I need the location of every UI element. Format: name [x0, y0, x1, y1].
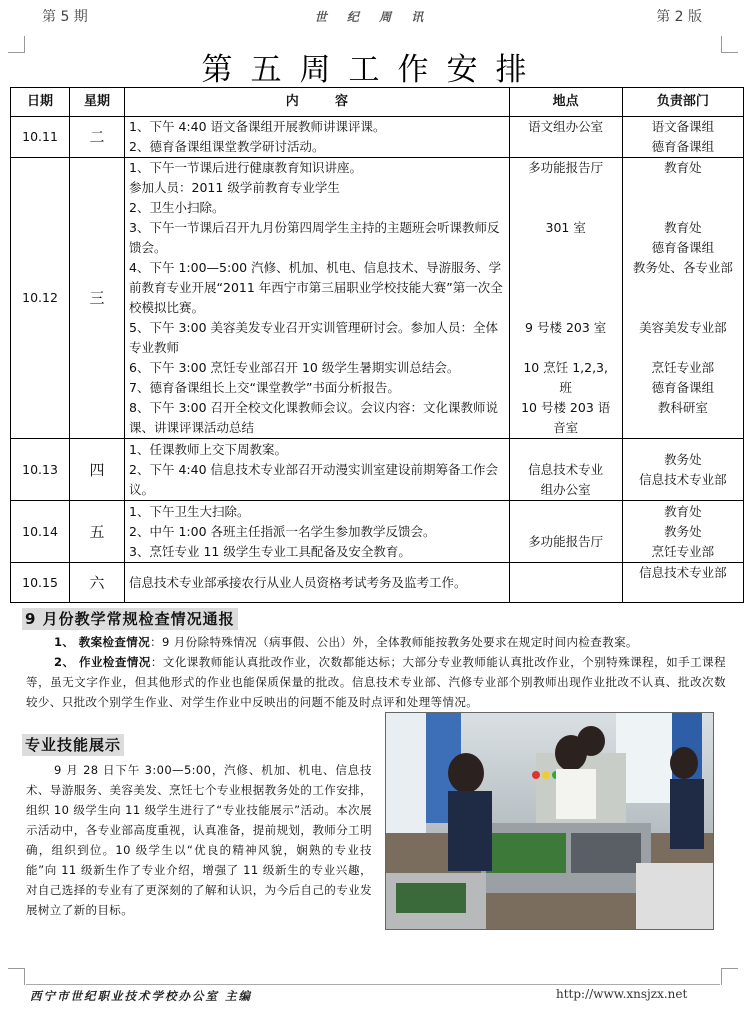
header-day: 星期 [70, 88, 125, 117]
location-line [514, 512, 618, 532]
cell-location [509, 563, 622, 603]
dept-line [627, 298, 739, 318]
content-line: 4、下午 1:00—5:00 汽修、机加、机电、信息技术、导游服务、学前教育专业开展“2011 年西宁市第三届职业学校技能大赛”第一次全校模拟比赛。 [129, 260, 503, 315]
report-title: 9 月份教学常规检查情况通报 [22, 608, 238, 630]
content-line: 2、中午 1:00 各班主任指派一名学生参加教学反馈会。 [129, 523, 436, 539]
content-line: 1、任课教师上交下周教案。 [129, 441, 287, 457]
location-line [514, 238, 618, 258]
dept-line: 信息技术专业部 [639, 565, 727, 580]
cell-day: 六 [70, 563, 125, 603]
location-line [514, 198, 618, 218]
dept-line: 德育备课组 [651, 139, 715, 154]
dept-line [627, 178, 739, 198]
content-line: 信息技术专业部承接农行从业人员资格考试考务及监考工作。 [129, 574, 467, 590]
report-label-1: 1、 教案检查情况 [54, 635, 151, 649]
footer-website: http://www.xnsjzx.net [556, 987, 688, 1001]
schedule-table [10, 87, 744, 603]
students-workshop-photo [385, 712, 714, 930]
dept-line: 烹饪专业部 [651, 543, 715, 559]
report-paragraph-2 [26, 652, 726, 712]
table-row [11, 158, 744, 439]
dept-line: 德育备课组 [651, 380, 715, 395]
dept-line: 教务处、各专业部 [632, 260, 733, 275]
cell-dept [622, 501, 743, 563]
cell-day: 三 [70, 158, 125, 439]
dept-line: 教科研室 [657, 400, 708, 415]
dept-line: 教育处 [664, 220, 702, 235]
cell-day: 五 [70, 501, 125, 563]
content-line: 3、下午一节课后召开九月份第四周学生主持的主题班会听课教师反馈会。 [129, 220, 500, 255]
location-line: 301 室 [545, 220, 586, 235]
cell-dept [622, 117, 743, 158]
table-row [11, 501, 744, 563]
report-label-2: 2、 作业检查情况 [54, 655, 151, 669]
table-row [11, 117, 744, 158]
location-line: 音室 [553, 420, 579, 435]
location-line [514, 258, 618, 278]
header-date: 日期 [11, 88, 70, 117]
report-paragraph-1 [26, 632, 726, 652]
location-line: 10 号楼 203 语 [521, 400, 611, 415]
dept-line: 教育处 [664, 503, 702, 519]
location-line: 组办公室 [540, 481, 591, 497]
dept-line: 烹饪专业部 [651, 360, 715, 375]
content-line: 5、下午 3:00 美容美发专业召开实训管理研讨会。参加人员：全体专业教师 [129, 320, 499, 355]
cell-content [125, 439, 510, 501]
content-line: 2、下午 4:40 信息技术专业部召开动漫实训室建设前期筹备工作会议。 [129, 461, 499, 497]
location-line [514, 178, 618, 198]
content-line: 1、下午 4:40 语文备课组开展教师讲课评课。 [129, 119, 386, 134]
skills-paragraph: 9 月 28 日下午 3:00—5:00，汽修、机加、机电、信息技术、导游服务、美容美发、烹饪七个专业根据教务处的工作安排，组织 10 级学生向 11 级学生进行了“专业技能展示”活动。本次展示活动中，各专业部高度重视，认真准备，提前规划，教师分工明确，组织到位。10 级学生以“优良的精神风貌，娴熟的专业技能”向 11 级新生作了专业介绍，增强了 11 级新生的专业兴趣，对自己选择的专业有了更深刻的了解和认识，为今后自己的专业发展树立了新的目标。 [26, 763, 372, 917]
dept-line: 美容美发专业部 [639, 320, 727, 335]
cell-location [509, 439, 622, 501]
location-line [514, 278, 618, 298]
crop-mark [8, 968, 25, 985]
report-text-2: ：文化课教师能认真批改作业，次数都能达标；大部分专业教师能认真批改作业，个别特殊课程，如手工课程等，虽无文字作业，但其他形式的作业也能保质保量的批改。信息技术专业部、汽修专业部个别教师出现作业批改不认真、批改次数较少、只批改个别学生作业、对学生作业中反映出的问题不能及时点评和处理等情况。 [26, 655, 726, 709]
cell-content [125, 158, 510, 439]
content-line: 6、下午 3:00 烹饪专业部召开 10 级学生暑期实训总结会。 [129, 360, 460, 375]
dept-line: 教务处 [664, 451, 702, 467]
dept-line [627, 278, 739, 298]
content-line: 2、卫生小扫除。 [129, 200, 225, 215]
dept-line: 教务处 [664, 523, 702, 539]
table-row [11, 439, 744, 501]
content-line: 1、下午一节课后进行健康教育知识讲座。 [129, 160, 362, 175]
cell-day: 四 [70, 439, 125, 501]
content-line: 2、德育备课组课堂教学研讨活动。 [129, 139, 325, 154]
cell-date: 10.11 [11, 117, 70, 158]
dept-line: 教育处 [664, 160, 702, 175]
cell-content [125, 563, 510, 603]
header-location: 地点 [509, 88, 622, 117]
cell-dept [622, 563, 743, 603]
location-line: 信息技术专业 [528, 461, 604, 477]
location-line [514, 338, 618, 358]
location-line: 10 烹饪 1,2,3, [523, 360, 608, 375]
location-line: 多功能报告厅 [528, 160, 604, 175]
page-number: 第 2 版 [656, 9, 702, 25]
cell-day: 二 [70, 117, 125, 158]
location-line [514, 563, 618, 583]
dept-line [627, 338, 739, 358]
cell-content [125, 117, 510, 158]
skills-title: 专业技能展示 [22, 734, 124, 756]
header-content: 内 容 [125, 88, 510, 117]
location-line [514, 440, 618, 460]
cell-dept [622, 158, 743, 439]
table-header-row [11, 88, 744, 117]
cell-content [125, 501, 510, 563]
content-line: 3、烹饪专业 11 级学生专业工具配备及安全教育。 [129, 543, 411, 559]
dept-line: 信息技术专业部 [639, 471, 727, 487]
crop-mark [721, 968, 738, 985]
content-line: 7、德育备课组长上交“课堂教学”书面分析报告。 [129, 380, 400, 395]
cell-date: 10.15 [11, 563, 70, 603]
location-line [514, 298, 618, 318]
content-line: 8、下午 3:00 召开全校文化课教师会议。会议内容：文化课教师说课、讲课评课活动总结 [129, 400, 499, 435]
issue-number: 第 5 期 [42, 9, 88, 25]
table-row [11, 563, 744, 603]
cell-location [509, 117, 622, 158]
content-line: 1、下午卫生大扫除。 [129, 503, 250, 519]
footer-rule [26, 984, 720, 985]
page-title: 第五周工作安排 [201, 52, 545, 88]
cell-location [509, 158, 622, 439]
dept-line: 德育备课组 [651, 240, 715, 255]
cell-date: 10.12 [11, 158, 70, 439]
photo-illustration [386, 713, 713, 929]
location-line: 语文组办公室 [528, 119, 604, 134]
dept-line [627, 198, 739, 218]
location-line: 班 [559, 380, 572, 395]
cell-location [509, 501, 622, 563]
cell-date: 10.14 [11, 501, 70, 563]
cell-dept [622, 439, 743, 501]
location-line: 多功能报告厅 [528, 533, 604, 549]
content-line: 参加人员：2011 级学前教育专业学生 [129, 180, 340, 195]
cell-date: 10.13 [11, 439, 70, 501]
footer-editor: 西宁市世纪职业技术学校办公室 主编 [30, 989, 253, 1003]
dept-line: 语文备课组 [651, 119, 715, 134]
masthead: 世 纪 周 讯 [314, 10, 432, 24]
location-line: 9 号楼 203 室 [525, 320, 607, 335]
header-dept: 负责部门 [622, 88, 743, 117]
report-text-1: ：9 月份除特殊情况（病事假、公出）外，全体教师能按教务处要求在规定时间内检查教案。 [150, 635, 638, 649]
